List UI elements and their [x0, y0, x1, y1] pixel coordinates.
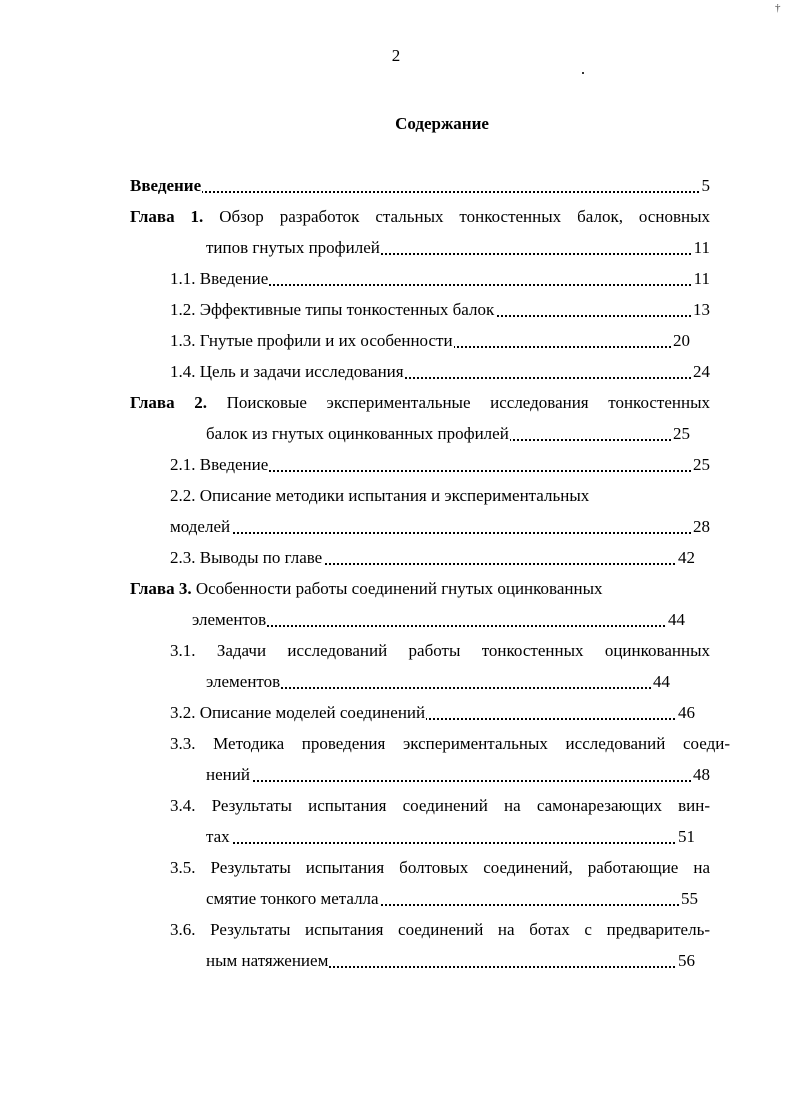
- toc-page: 25: [672, 418, 690, 449]
- toc-label: 1.1. Введение: [170, 269, 269, 288]
- toc-page: 11: [693, 232, 710, 263]
- corner-mark: †: [775, 2, 781, 14]
- chapter-title-cont: типов гнутых профилей: [206, 238, 380, 257]
- toc-item-2-3: [170, 542, 695, 573]
- toc-page: 46: [677, 697, 695, 728]
- chapter-title: Обзор разработок стальных тонкостенных балок, основных: [219, 207, 710, 226]
- toc-label: 2.1. Введение: [170, 455, 269, 474]
- toc-chapter-3-line1: [130, 573, 710, 604]
- page-title: Содержание: [395, 114, 489, 133]
- toc-page: 28: [692, 511, 710, 542]
- chapter-prefix: Глава 1.: [130, 207, 204, 226]
- toc-item-3-3-line1: [170, 728, 730, 759]
- toc-page: 44: [667, 604, 685, 635]
- toc-label: 1.4. Цель и задачи исследования: [170, 362, 404, 381]
- toc-item-3-3-line2: [206, 759, 710, 790]
- toc-item-2-1: [170, 449, 710, 480]
- toc-chapter-2-line1: [130, 387, 710, 418]
- toc-label-cont: нений: [206, 765, 250, 784]
- chapter-title: Поисковые экспериментальные исследования тонкостенных: [226, 393, 710, 412]
- toc-item-3-2: [170, 697, 695, 728]
- toc-item-3-5-line2: [206, 883, 698, 914]
- toc-chapter-1-line2: [206, 232, 710, 263]
- toc-item-3-6-line1: [170, 914, 710, 945]
- toc-label: 3.2. Описание моделей соединений: [170, 703, 426, 722]
- toc-page: 24: [692, 356, 710, 387]
- toc-label: 1.3. Гнутые профили и их особенности: [170, 331, 453, 350]
- toc-page: 13: [692, 294, 710, 325]
- chapter-prefix: Глава 3.: [130, 579, 192, 598]
- table-of-contents: [130, 170, 730, 976]
- chapter-title: Особенности работы соединений гнутых оцинкованных: [195, 579, 603, 598]
- toc-page: 44: [652, 666, 670, 697]
- scan-dot: [582, 72, 584, 74]
- toc-page: 42: [677, 542, 695, 573]
- toc-chapter-3-line2: [192, 604, 685, 635]
- toc-label: 3.4. Результаты испытания соединений на самонарезающих вин-: [170, 796, 710, 815]
- toc-page: 20: [672, 325, 690, 356]
- toc-page: 51: [677, 821, 695, 852]
- toc-item-1-4: [170, 356, 710, 387]
- toc-label: Введение: [130, 176, 202, 195]
- toc-item-3-1-line1: [170, 635, 710, 666]
- toc-page: 5: [701, 170, 711, 201]
- toc-item-2-2-line2: [170, 511, 710, 542]
- toc-label-cont: смятие тонкого металла: [206, 889, 379, 908]
- toc-chapter-2-line2: [206, 418, 690, 449]
- toc-page: 25: [692, 449, 710, 480]
- toc-label-cont: ным натяжением: [206, 951, 329, 970]
- toc-label: 3.3. Методика проведения экспериментальных исследований соеди-: [170, 734, 730, 753]
- toc-item-2-2-line1: [170, 480, 710, 511]
- chapter-title-cont: элементов: [192, 610, 267, 629]
- toc-label: 1.2. Эффективные типы тонкостенных балок: [170, 300, 495, 319]
- toc-page: 11: [693, 263, 710, 294]
- page-number: 2: [391, 46, 401, 65]
- toc-label: 2.2. Описание методики испытания и экспериментальных: [170, 486, 590, 505]
- toc-item-3-6-line2: [206, 945, 695, 976]
- toc-label: 3.5. Результаты испытания болтовых соединений, работающие на: [170, 858, 710, 877]
- toc-label-cont: элементов: [206, 672, 281, 691]
- toc-label: 2.3. Выводы по главе: [170, 548, 323, 567]
- toc-entry-intro: [130, 170, 710, 201]
- toc-item-1-1: [170, 263, 710, 294]
- toc-item-3-4-line2: [206, 821, 695, 852]
- toc-item-3-5-line1: [170, 852, 710, 883]
- toc-label-cont: тах: [206, 827, 230, 846]
- toc-page: 48: [692, 759, 710, 790]
- toc-chapter-1-line1: [130, 201, 710, 232]
- chapter-title-cont: балок из гнутых оцинкованных профилей: [206, 424, 509, 443]
- toc-label-cont: моделей: [170, 517, 231, 536]
- toc-label: 3.1. Задачи исследований работы тонкостенных оцинкованных: [170, 641, 710, 660]
- toc-item-3-1-line2: [206, 666, 670, 697]
- toc-page: 56: [677, 945, 695, 976]
- toc-label: 3.6. Результаты испытания соединений на ботах с предваритель-: [170, 920, 710, 939]
- toc-item-1-2: [170, 294, 710, 325]
- toc-item-1-3: [170, 325, 690, 356]
- toc-item-3-4-line1: [170, 790, 710, 821]
- toc-page: 55: [680, 883, 698, 914]
- chapter-prefix: Глава 2.: [130, 393, 207, 412]
